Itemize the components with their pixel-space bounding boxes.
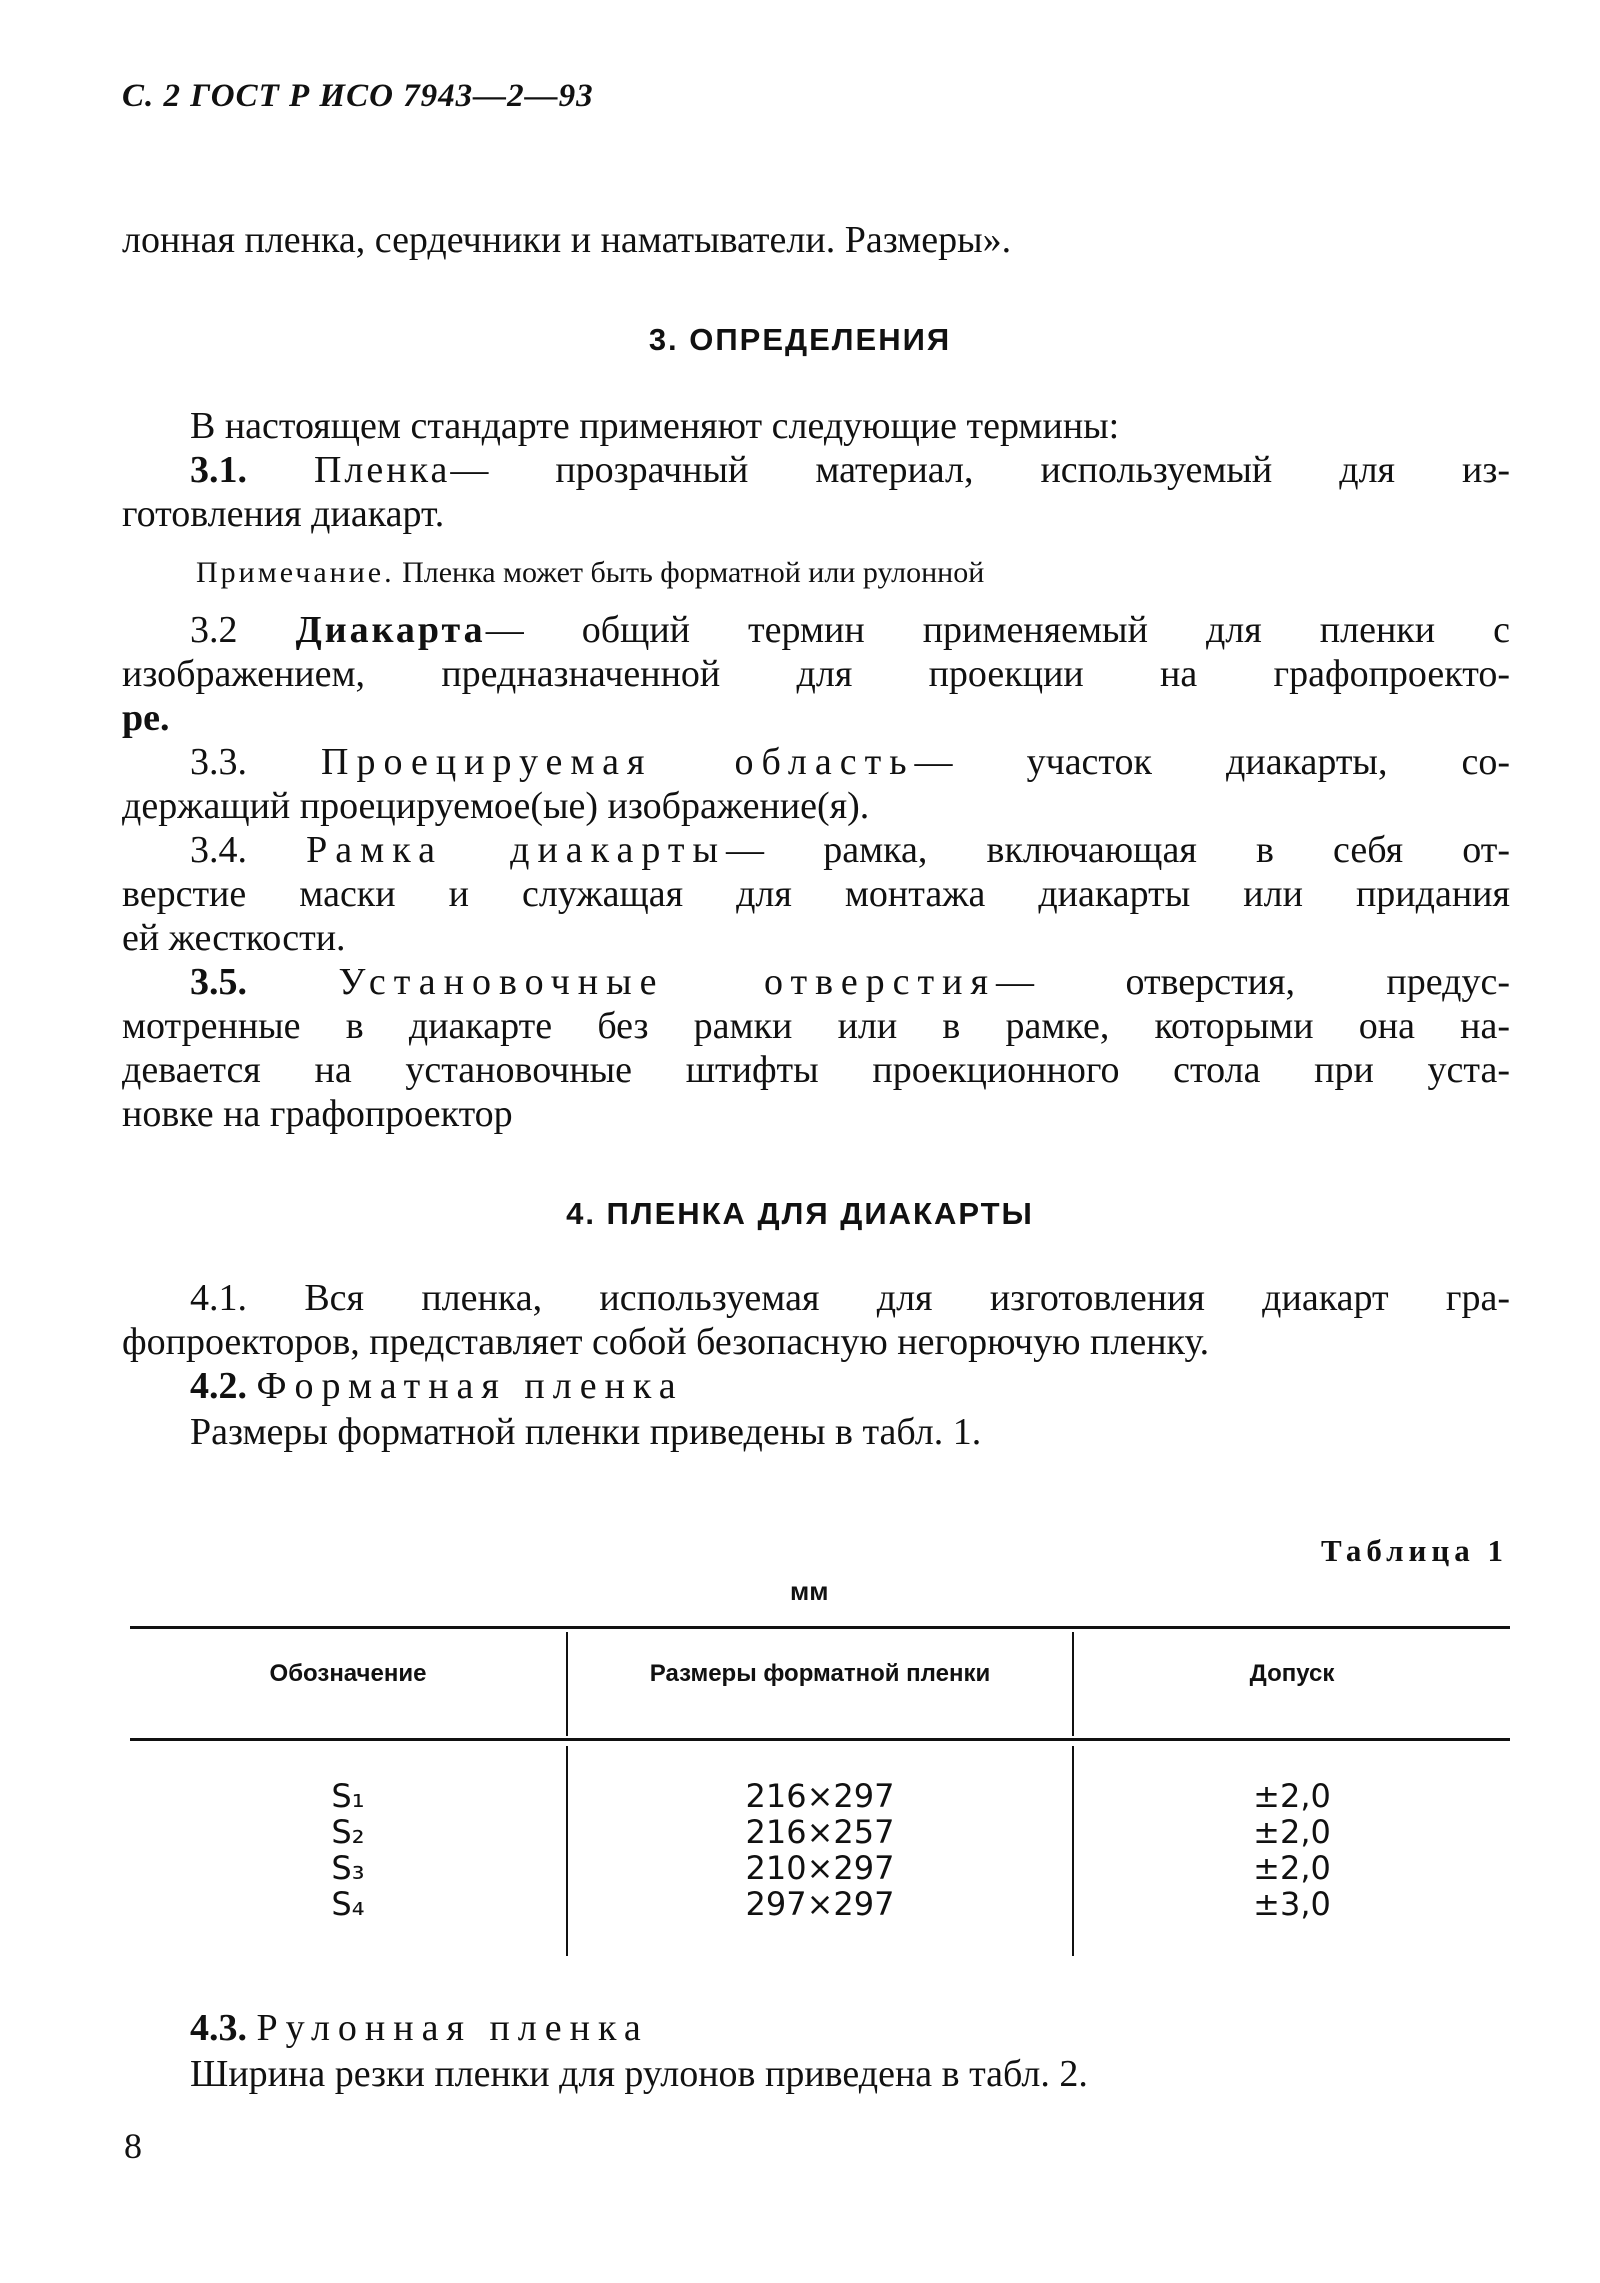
table-1-unit: мм bbox=[790, 1576, 829, 1606]
paragraph-4-2-term: Форматная пленка bbox=[256, 1365, 684, 1407]
table-row-3-designation: S₃ bbox=[331, 1849, 365, 1887]
table-1-title: Таблица 1 bbox=[1321, 1533, 1508, 1568]
paragraph-4-1-line1: 4.1. Вся пленка, используемая для изготовления диакарт гра- bbox=[190, 1277, 1510, 1319]
table-1-header-rule bbox=[130, 1738, 1510, 1741]
paragraph-4-3-text: Ширина резки пленки для рулонов приведена в табл. 2. bbox=[190, 2053, 1088, 2095]
definition-3-1-line2: готовления диакарт. bbox=[122, 493, 445, 535]
definition-3-5-term: Установочные отверстия bbox=[338, 961, 996, 1003]
table-1-header-size: Размеры форматной пленки bbox=[649, 1660, 991, 1687]
definition-3-2-line1 bbox=[190, 608, 1510, 652]
definition-3-3-line2: держащий проецируемое(ые) изображение(я). bbox=[122, 785, 870, 827]
definition-3-3-def: — участок диакарты, со- bbox=[914, 741, 1511, 783]
note-text: Пленка может быть форматной или рулонной bbox=[402, 556, 985, 589]
table-row-3-size: 210×297 bbox=[745, 1849, 895, 1887]
paragraph-4-2-heading bbox=[190, 1364, 684, 1408]
definition-3-1-number: 3.1. bbox=[190, 449, 247, 491]
definition-3-3-number: 3.3. bbox=[190, 741, 247, 783]
table-row-4-tolerance: ±3,0 bbox=[1253, 1885, 1331, 1923]
definition-3-2-term: Диакарта bbox=[295, 609, 486, 651]
table-1-header-tolerance: Допуск bbox=[1249, 1660, 1335, 1687]
paragraph-4-3-term: Рулонная пленка bbox=[256, 2007, 649, 2049]
definition-3-2-number: 3.2 bbox=[190, 609, 238, 651]
section-3-intro: В настоящем стандарте применяют следующие термины: bbox=[190, 405, 1120, 447]
table-row-1-designation: S₁ bbox=[331, 1777, 365, 1815]
definition-3-5-number: 3.5. bbox=[190, 961, 247, 1003]
page-header: С. 2 ГОСТ Р ИСО 7943—2—93 bbox=[122, 78, 594, 114]
table-row-3-tolerance: ±2,0 bbox=[1253, 1849, 1331, 1887]
definition-3-4-line1 bbox=[190, 828, 1510, 872]
definition-3-4-line3: ей жесткости. bbox=[122, 917, 346, 959]
definition-3-1-def: — прозрачный материал, используемый для из- bbox=[450, 449, 1511, 491]
table-row-4-size: 297×297 bbox=[745, 1885, 895, 1923]
section-4-title: 4. ПЛЕНКА ДЛЯ ДИАКАРТЫ bbox=[566, 1196, 1034, 1231]
paragraph-4-2-text: Размеры форматной пленки приведены в табл. 1. bbox=[190, 1411, 982, 1453]
definition-3-5-line2: мотренные в диакарте без рамки или в рамке, которыми она на- bbox=[122, 1005, 1510, 1047]
note bbox=[196, 556, 984, 590]
table-row-2-size: 216×257 bbox=[745, 1813, 895, 1851]
paragraph-4-1-line2: фопроекторов, представляет собой безопасную негорючую пленку. bbox=[122, 1321, 1210, 1363]
section-3-title: 3. ОПРЕДЕЛЕНИЯ bbox=[648, 322, 952, 357]
definition-3-4-term: Рамка диакарты bbox=[306, 829, 727, 871]
table-1-top-rule bbox=[130, 1626, 1510, 1629]
table-1-header-designation: Обозначение bbox=[269, 1660, 427, 1687]
definition-3-5-line1 bbox=[190, 960, 1510, 1004]
definition-3-4-def: — рамка, включающая в себя от- bbox=[726, 829, 1511, 871]
definition-3-2-line2: изображением, предназначенной для проекции на графопроекто- bbox=[122, 653, 1510, 695]
definition-3-2-def: — общий термин применяемый для пленки с bbox=[485, 609, 1510, 651]
page-number: 8 bbox=[124, 2126, 142, 2166]
continuation-text: лонная пленка, сердечники и наматыватели. Размеры». bbox=[122, 219, 1012, 261]
table-row-1-size: 216×297 bbox=[745, 1777, 895, 1815]
definition-3-3-line1 bbox=[190, 740, 1510, 784]
table-row-2-tolerance: ±2,0 bbox=[1253, 1813, 1331, 1851]
table-row-4-designation: S₄ bbox=[331, 1885, 365, 1923]
paragraph-4-3-number: 4.3. bbox=[190, 2007, 247, 2049]
definition-3-1-line1 bbox=[190, 448, 1510, 492]
definition-3-5-line4: новке на графопроектор bbox=[122, 1093, 513, 1135]
note-label: Примечание. bbox=[196, 556, 395, 589]
definition-3-4-line2: верстие маски и служащая для монтажа диакарты или придания bbox=[122, 873, 1510, 915]
definition-3-1-term: Пленка bbox=[313, 449, 451, 491]
definition-3-5-def: — отверстия, предус- bbox=[995, 961, 1510, 1003]
table-row-2-designation: S₂ bbox=[331, 1813, 365, 1851]
table-row-1-tolerance: ±2,0 bbox=[1253, 1777, 1331, 1815]
paragraph-4-3-heading bbox=[190, 2006, 649, 2050]
paragraph-4-2-number: 4.2. bbox=[190, 1365, 247, 1407]
definition-3-2-line3: ре. bbox=[122, 697, 170, 739]
definition-3-4-number: 3.4. bbox=[190, 829, 247, 871]
definition-3-5-line3: девается на установочные штифты проекционного стола при уста- bbox=[122, 1049, 1510, 1091]
definition-3-3-term: Проецируемая область bbox=[321, 741, 915, 783]
